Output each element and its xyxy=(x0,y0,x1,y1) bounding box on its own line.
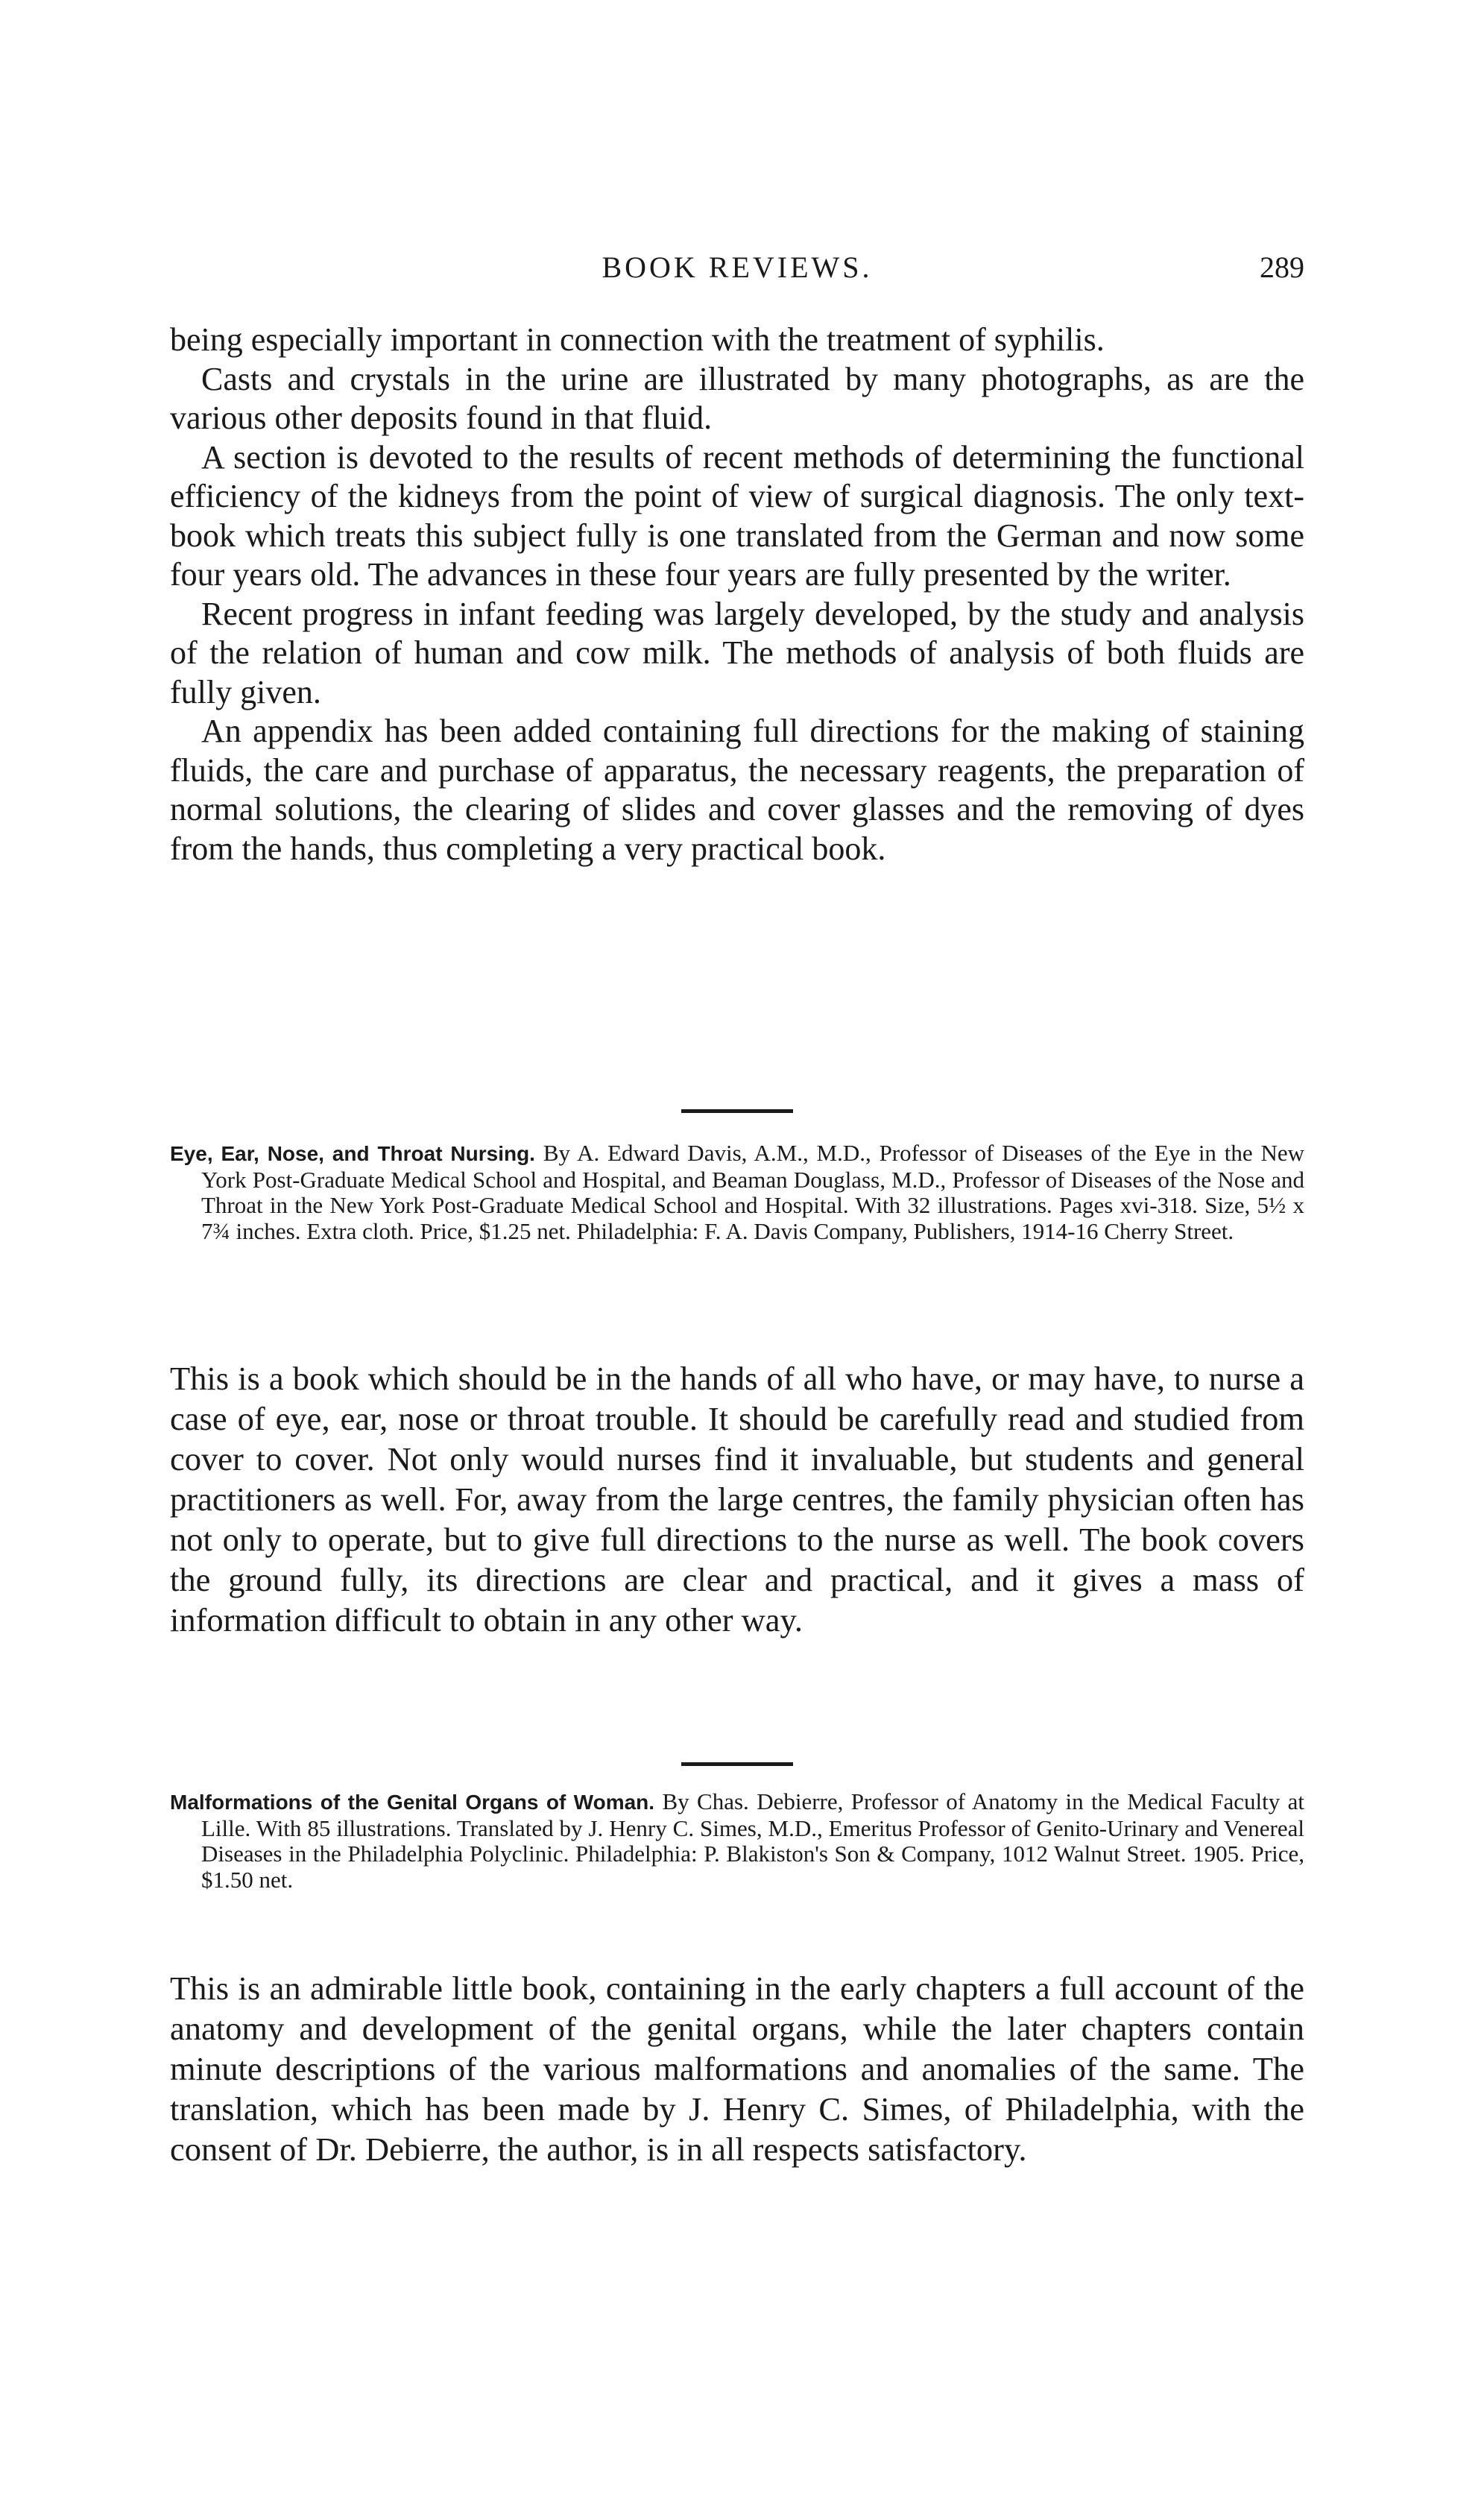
review-citation xyxy=(170,1141,1304,1244)
book-title: Eye, Ear, Nose, and Throat Nursing. xyxy=(170,1142,535,1165)
section-divider xyxy=(681,1762,793,1766)
paragraph: An appendix has been added containing full directions for the making of staining fluids, the care and purchase of apparatus, the necessary reagents, the preparation of normal solutions, the clearing of slides and cover glasses and the removing of dyes from the hands, thus completing a very practical book. xyxy=(170,713,1304,867)
section-divider xyxy=(681,1109,793,1113)
review-body xyxy=(170,1358,1304,1640)
paragraph: being especially important in connection with the treatment of syphilis. xyxy=(170,321,1105,358)
book-title: Malformations of the Genital Organs of Woman. xyxy=(170,1791,655,1814)
review-citation xyxy=(170,1789,1304,1893)
citation-details: By Chas. Debierre, Professor of Anatomy in the Medical Faculty at Lille. With 85 illustrations. Translated by J. Henry C. Simes, M.D., Emeritus Professor of Genito-Urinary and Venereal Diseases in the Philadelphia Polyclinic. Philadelphia: P. Blakiston's Son & Company, 1012 Walnut Street. 1905. Price, $1.50 net. xyxy=(201,1788,1305,1893)
page-number: 289 xyxy=(1260,250,1304,284)
running-title: BOOK REVIEWS. xyxy=(602,250,873,284)
running-header xyxy=(170,250,1304,294)
paragraph: This is an admirable little book, containing in the early chapters a full account of the anatomy and development of the genital organs, while the later chapters contain minute descriptions of the various malformations and anomalies of the same. The translation, which has been made by J. Henry C. Simes, of Philadelphia, with the consent of Dr. Debierre, the author, is in all respects satisfactory. xyxy=(170,1970,1304,2168)
paragraph: A section is devoted to the results of recent methods of determining the functional efficiency of the kidneys from the point of view of surgical diagnosis. The only text-book which treats this subject fully is one translated from the German and now some four years old. The advances in these four years are fully presented by the writer. xyxy=(170,438,1304,593)
paragraph: Casts and crystals in the urine are illustrated by many photographs, as are the various other deposits found in that fluid. xyxy=(170,360,1304,436)
citation-details: By A. Edward Davis, A.M., M.D., Professor of Diseases of the Eye in the New York Post-Graduate Medical School and Hospital, and Beaman Douglass, M.D., Professor of Diseases of the Nose and Throat in the New York Post-Graduate Medical School and Hospital. With 32 illustrations. Pages xvi-318. Size, 5½ x 7¾ inches. Extra cloth. Price, $1.25 net. Philadelphia: F. A. Davis Company, Publishers, 1914-16 Cherry Street. xyxy=(201,1140,1305,1244)
review-body xyxy=(170,1968,1304,2169)
paragraph: Recent progress in infant feeding was largely developed, by the study and analysis of the relation of human and cow milk. The methods of analysis of both fluids are fully given. xyxy=(170,595,1304,710)
continuation-text xyxy=(170,321,1304,868)
paragraph: This is a book which should be in the hands of all who have, or may have, to nurse a case of eye, ear, nose or throat trouble. It should be carefully read and studied from cover to cover. Not only would nurses find it invaluable, but students and general practitioners as well. For, away from the large centres, the family physician often has not only to operate, but to give full directions to the nurse as well. The book covers the ground fully, its directions are clear and practical, and it gives a mass of information difficult to obtain in any other way. xyxy=(170,1360,1304,1639)
